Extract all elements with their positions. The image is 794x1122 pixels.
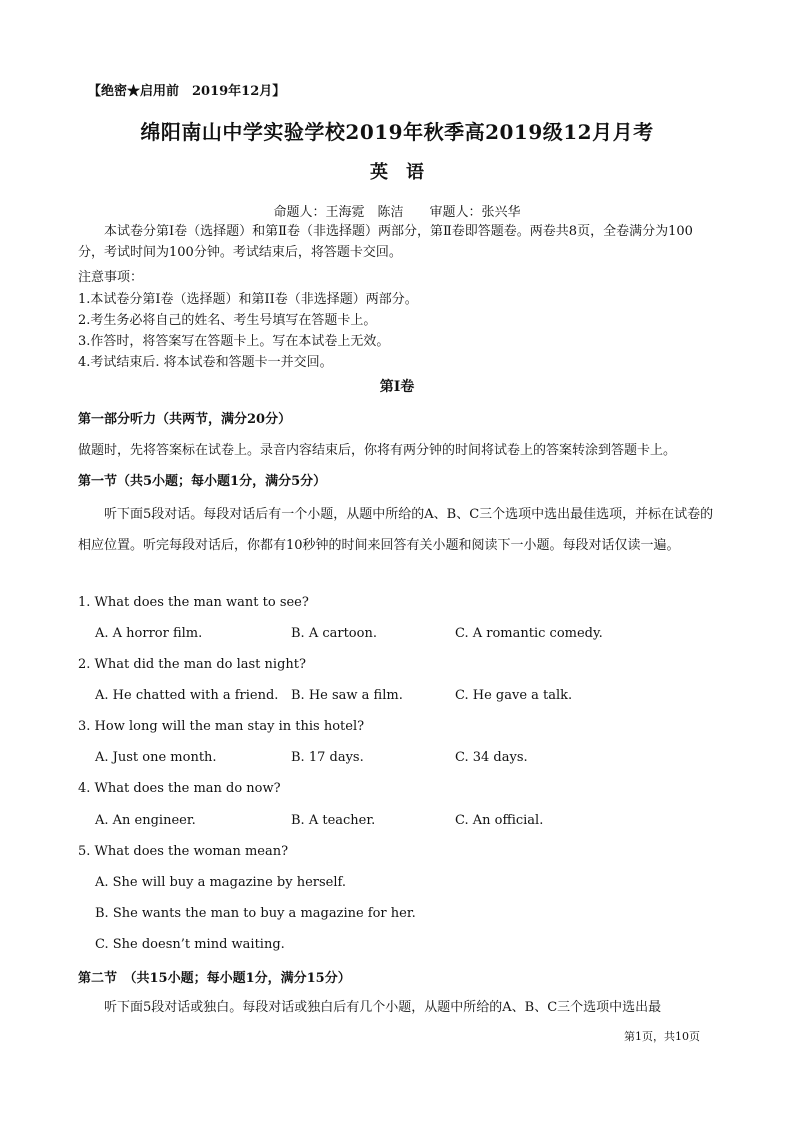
part-one-heading: 第一部分听力（共两节，满分20分） xyxy=(78,412,292,427)
exam-title: 绵阳南山中学实验学校2019年秋季高2019级12月月考 xyxy=(140,120,654,144)
option-c: C. He gave a talk. xyxy=(455,688,573,703)
note-item: 2.考生务必将自己的姓名、考生号填写在答题卡上。 xyxy=(78,313,377,328)
question-stem: 4. What does the man do now? xyxy=(78,781,281,796)
intro-paragraph: 本试卷分第Ⅰ卷（选择题）和第Ⅱ卷（非选择题）两部分，第Ⅱ卷即答题卷。两卷共8页，全卷满分为100分，考试时间为100分钟。考试结束后，将答题卡交回。 xyxy=(78,224,693,260)
volume-heading: 第I卷 xyxy=(379,379,415,395)
option-c: C. She doesn’t mind waiting. xyxy=(95,937,285,952)
option-a: A. He chatted with a friend. xyxy=(95,688,279,703)
option-a: A. She will buy a magazine by herself. xyxy=(95,875,346,890)
section-one-heading: 第一节（共5小题；每小题1分，满分5分） xyxy=(78,474,327,489)
option-b: B. A cartoon. xyxy=(291,626,377,641)
note-item: 3.作答时，将答案写在答题卡上。写在本试卷上无效。 xyxy=(78,334,390,349)
section-one-instruction: 听下面5段对话。每段对话后有一个小题，从题中所给的A、B、C三个选项中选出最佳选项，并标在试卷的相应位置。听完每段对话后，你都有10秒钟的时间来回答有关小题和阅读下一小题。每段对话仅读一遍。 xyxy=(78,507,714,553)
option-c: C. 34 days. xyxy=(455,750,528,765)
question-stem: 1. What does the man want to see? xyxy=(78,595,309,610)
section-two-instruction: 听下面5段对话或独白。每段对话或独白后有几个小题，从题中所给的A、B、C三个选项中选出最 xyxy=(104,1000,662,1015)
section-two-heading: 第二节 （共15小题；每小题1分，满分15分） xyxy=(78,971,351,986)
part-one-instruction: 做题时，先将答案标在试卷上。录音内容结束后，你将有两分钟的时间将试卷上的答案转涂到答题卡上。 xyxy=(78,443,677,458)
option-b: B. She wants the man to buy a magazine for her. xyxy=(95,906,416,921)
option-a: A. An engineer. xyxy=(95,813,196,828)
subject-title: 英 语 xyxy=(370,162,424,183)
authors-line: 命题人：王海霓 陈洁 审题人：张兴华 xyxy=(273,205,521,220)
notes-heading: 注意事项： xyxy=(78,270,144,285)
note-item: 1.本试卷分第I卷（选择题）和第II卷（非选择题）两部分。 xyxy=(78,292,418,307)
option-a: A. Just one month. xyxy=(95,750,217,765)
option-c: C. A romantic comedy. xyxy=(455,626,603,641)
option-b: B. He saw a film. xyxy=(291,688,403,703)
page-number: 第1页，共10页 xyxy=(624,1030,700,1043)
question-stem: 5. What does the woman mean? xyxy=(78,844,289,859)
option-a: A. A horror film. xyxy=(95,626,203,641)
option-b: B. 17 days. xyxy=(291,750,364,765)
option-c: C. An official. xyxy=(455,813,544,828)
note-item: 4.考试结束后. 将本试卷和答题卡一并交回。 xyxy=(78,355,333,370)
option-b: B. A teacher. xyxy=(291,813,376,828)
question-stem: 3. How long will the man stay in this hotel? xyxy=(78,719,365,734)
question-stem: 2. What did the man do last night? xyxy=(78,657,306,672)
confidential-label: 【绝密★启用前 2019年12月】 xyxy=(88,84,286,99)
